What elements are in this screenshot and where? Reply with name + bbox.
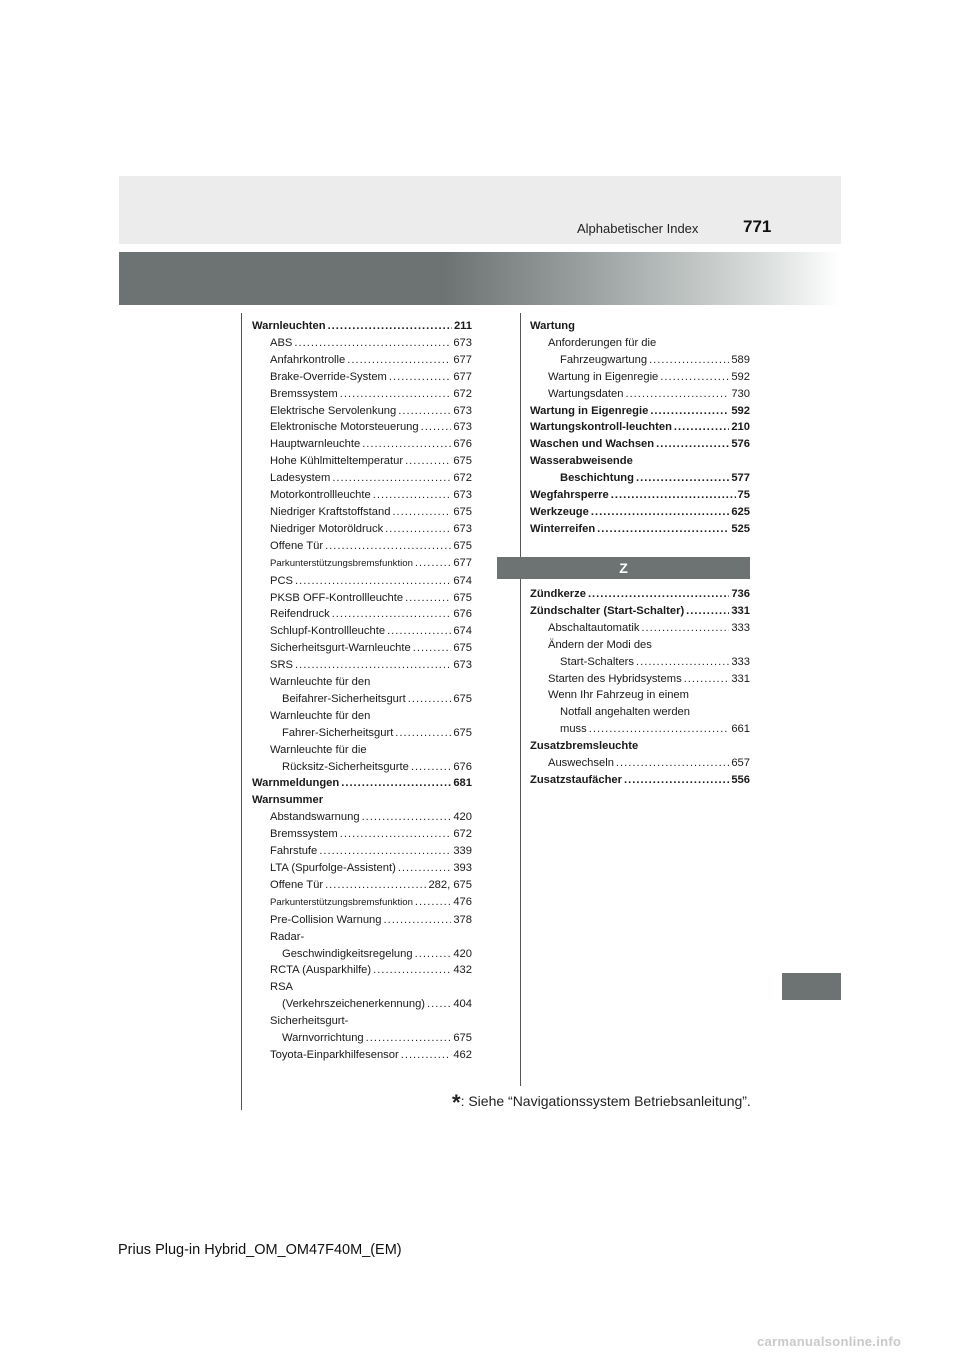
index-term: Wartung in Eigenregie — [530, 404, 649, 417]
index-entry — [252, 742, 472, 759]
dot-leader — [649, 352, 729, 369]
index-page-ref[interactable]: 393 — [453, 862, 472, 874]
index-column-left — [252, 318, 472, 1064]
index-term: Auswechseln — [548, 757, 614, 770]
index-entry — [530, 603, 750, 620]
index-term: Warnvorrichtung — [282, 1032, 364, 1045]
dot-leader — [597, 521, 729, 538]
index-page-ref[interactable]: 681 — [453, 777, 472, 790]
dot-leader — [415, 946, 452, 963]
index-page-ref[interactable]: 736 — [731, 588, 750, 600]
index-page-ref[interactable]: 673 — [453, 522, 472, 535]
dot-leader — [385, 521, 451, 538]
index-term: Warnleuchte für den — [270, 709, 371, 722]
index-page-ref[interactable]: 675 — [453, 692, 472, 705]
index-entry — [252, 894, 472, 912]
index-term: Waschen und Wachsen — [530, 438, 655, 451]
index-entry — [252, 725, 472, 742]
index-entry — [252, 590, 472, 607]
index-entry — [530, 654, 750, 671]
index-term: Wasserabweisende — [530, 455, 633, 468]
footnote-marker: * — [452, 1090, 461, 1115]
index-term: Zündkerze — [530, 588, 586, 600]
dot-leader — [340, 386, 452, 403]
index-page-ref[interactable]: 476 — [453, 895, 472, 908]
index-page-ref[interactable]: 675 — [453, 1032, 472, 1045]
index-entry — [530, 687, 750, 704]
index-term: Abschaltautomatik — [548, 621, 640, 634]
dot-leader — [656, 436, 729, 453]
index-entry — [252, 691, 472, 708]
index-page-ref[interactable]: 339 — [453, 845, 472, 858]
index-entry — [530, 637, 750, 654]
index-term: Wartungsdaten — [548, 387, 624, 400]
index-entry — [252, 352, 472, 369]
index-entry — [252, 912, 472, 929]
index-page-ref[interactable]: 333 — [731, 621, 750, 634]
index-page-ref[interactable]: 333 — [731, 655, 750, 668]
dot-leader — [641, 620, 729, 637]
index-term: Beschichtung — [560, 472, 634, 485]
index-page-ref[interactable]: 211 — [453, 320, 472, 332]
index-entry — [252, 419, 472, 436]
index-page-ref[interactable]: 378 — [453, 913, 472, 926]
dot-leader — [625, 386, 729, 403]
dot-leader — [413, 640, 452, 657]
index-term: Sicherheitsgurt-Warnleuchte — [270, 642, 411, 655]
index-entry — [252, 657, 472, 674]
index-page-ref[interactable]: 432 — [453, 964, 472, 977]
index-term: RCTA (Ausparkhilfe) — [270, 964, 372, 977]
index-page-ref[interactable]: 462 — [453, 1048, 472, 1061]
index-term: Wartungskontroll-leuchten — [530, 421, 672, 434]
index-entry — [530, 419, 750, 436]
index-term: Parkunterstützungsbremsfunktion — [270, 557, 413, 569]
index-page-ref[interactable]: 420 — [453, 947, 472, 960]
dot-leader — [387, 623, 451, 640]
index-entry — [252, 369, 472, 386]
right-column-rule — [520, 313, 521, 1086]
dot-leader — [332, 470, 451, 487]
index-entry — [252, 979, 472, 996]
index-entry — [530, 352, 750, 369]
index-term: Zusatzstaufächer — [530, 773, 623, 786]
index-page-ref[interactable]: 576 — [731, 438, 750, 451]
index-entry — [252, 573, 472, 590]
dot-leader — [328, 318, 452, 335]
index-term: Niedriger Motoröldruck — [270, 522, 384, 535]
index-page-ref[interactable]: 592 — [731, 404, 750, 417]
dot-leader — [686, 603, 729, 620]
index-term: Schlupf-Kontrollleuchte — [270, 625, 386, 638]
index-term: Wegfahrsperre — [530, 489, 609, 502]
index-entry — [252, 606, 472, 623]
dot-leader — [295, 657, 451, 674]
footnote — [452, 1090, 751, 1116]
index-entry — [252, 403, 472, 420]
index-entry — [252, 538, 472, 555]
index-entry — [530, 436, 750, 453]
index-term: LTA (Spurfolge-Assistent) — [270, 862, 396, 874]
index-term: Warnleuchten — [252, 320, 326, 332]
dot-leader — [415, 555, 451, 572]
dot-leader — [408, 691, 452, 708]
index-entry — [530, 386, 750, 403]
dot-leader — [660, 369, 729, 386]
dot-leader — [347, 352, 451, 369]
dot-leader — [411, 759, 451, 776]
index-page-ref[interactable]: 661 — [731, 723, 750, 736]
index-column-right-w — [530, 318, 750, 538]
dot-leader — [588, 586, 729, 603]
index-page-ref[interactable]: 676 — [453, 760, 472, 773]
index-page-ref[interactable]: 673 — [453, 336, 472, 349]
index-entry — [252, 318, 472, 335]
index-entry — [252, 860, 472, 877]
index-term: Elektrische Servolenkung — [270, 404, 397, 417]
index-page-ref[interactable]: 672 — [453, 828, 472, 841]
section-title: Alphabetischer Index — [577, 221, 699, 236]
index-term: PCS — [270, 574, 294, 587]
index-entry — [252, 826, 472, 843]
index-page-ref[interactable]: 677 — [453, 370, 472, 383]
dot-leader — [674, 419, 729, 436]
index-entry — [530, 504, 750, 521]
index-entry — [530, 335, 750, 352]
index-page-ref[interactable]: 556 — [731, 773, 750, 786]
index-term: Anforderungen für die — [548, 336, 657, 349]
index-entry — [530, 704, 750, 721]
index-entry — [252, 674, 472, 691]
index-entry — [252, 1047, 472, 1064]
footnote-text: : Siehe “Navigationssystem Betriebsanleitung”. — [460, 1093, 751, 1109]
index-term: Hauptwarnleuchte — [270, 438, 361, 451]
index-page-ref[interactable]: 331 — [731, 604, 750, 617]
dot-leader — [405, 590, 451, 607]
index-entry — [252, 436, 472, 453]
index-term: SRS — [270, 659, 294, 672]
index-term: RSA — [270, 981, 294, 994]
dot-leader — [389, 369, 451, 386]
index-entry — [530, 586, 750, 603]
index-term: Toyota-Einparkhilfesensor — [270, 1048, 399, 1061]
index-term: Winterreifen — [530, 522, 596, 535]
decorative-gradient-bar — [119, 252, 841, 305]
index-term: Geschwindigkeitsregelung — [282, 947, 413, 960]
index-page-ref[interactable]: 210 — [731, 421, 750, 434]
dot-leader — [362, 809, 452, 826]
index-term: Start-Schalters — [560, 655, 634, 668]
index-term: Beifahrer-Sicherheitsgurt — [282, 692, 406, 705]
index-term: Parkunterstützungsbremsfunktion — [270, 896, 413, 908]
index-page-ref[interactable]: 589 — [731, 353, 750, 366]
index-column-right-z — [530, 586, 750, 789]
index-term: Warnsummer — [252, 794, 324, 807]
index-entry — [530, 620, 750, 637]
index-entry — [252, 335, 472, 352]
index-entry — [530, 369, 750, 386]
index-term: Starten des Hybridsystems — [548, 672, 682, 685]
index-entry — [530, 755, 750, 772]
index-term: Zusatzbremsleuchte — [530, 740, 639, 753]
index-term: Wartung in Eigenregie — [548, 370, 659, 383]
index-page-ref[interactable]: 282, 675 — [428, 878, 472, 891]
chapter-tab-marker — [782, 973, 841, 1000]
index-term: Radar- — [270, 930, 305, 943]
index-entry — [530, 521, 750, 538]
dot-leader — [415, 894, 451, 911]
left-column-rule — [241, 313, 242, 1110]
index-term: Offene Tür — [270, 539, 324, 552]
index-term: Ladesystem — [270, 472, 331, 485]
index-term: Hohe Kühlmitteltemperatur — [270, 455, 404, 468]
section-letter-z: Z — [497, 557, 750, 579]
index-page-ref[interactable]: 676 — [453, 438, 472, 451]
dot-leader — [591, 504, 729, 521]
index-page-ref[interactable]: 75 — [737, 489, 750, 502]
dot-leader — [398, 403, 451, 420]
index-term: Abstandswarnung — [270, 811, 360, 824]
index-entry — [530, 470, 750, 487]
index-entry — [530, 772, 750, 789]
index-entry — [252, 453, 472, 470]
index-page-ref[interactable]: 672 — [453, 472, 472, 485]
index-term: Rücksitz-Sicherheitsgurte — [282, 760, 409, 773]
index-page-ref[interactable]: 592 — [731, 370, 750, 383]
index-page-ref[interactable]: 420 — [453, 811, 472, 824]
dot-leader — [366, 1030, 452, 1047]
index-page-ref[interactable]: 525 — [731, 522, 750, 535]
index-term: PKSB OFF-Kontrollleuchte — [270, 591, 404, 604]
dot-leader — [362, 436, 451, 453]
index-page-ref[interactable]: 673 — [453, 659, 472, 672]
dot-leader — [325, 538, 451, 555]
index-term: Reifendruck — [270, 608, 330, 621]
dot-leader — [421, 419, 452, 436]
index-entry — [252, 792, 472, 809]
index-entry — [252, 1013, 472, 1030]
dot-leader — [294, 335, 451, 352]
dot-leader — [405, 453, 451, 470]
index-term: muss — [560, 723, 587, 736]
index-term: Pre-Collision Warnung — [270, 913, 382, 926]
index-term: Motorkontrollleuchte — [270, 489, 371, 502]
index-term: Anfahrkontrolle — [270, 353, 346, 366]
index-entry — [252, 708, 472, 725]
index-page-ref[interactable]: 673 — [453, 421, 472, 434]
index-entry — [252, 809, 472, 826]
index-page-ref[interactable]: 677 — [453, 353, 472, 366]
dot-leader — [341, 775, 451, 792]
index-term: Niedriger Kraftstoffstand — [270, 505, 391, 518]
index-page-ref[interactable]: 673 — [453, 489, 472, 502]
index-term: Wartung — [530, 320, 575, 332]
index-term: Warnmeldungen — [252, 777, 340, 790]
index-page-ref[interactable]: 730 — [731, 387, 750, 400]
index-page-ref[interactable]: 331 — [731, 672, 750, 685]
index-entry — [252, 386, 472, 403]
index-term: Sicherheitsgurt- — [270, 1015, 349, 1028]
dot-leader — [373, 487, 452, 504]
index-page-ref[interactable]: 676 — [453, 608, 472, 621]
index-term: Bremssystem — [270, 828, 338, 841]
index-entry — [252, 504, 472, 521]
index-page-ref[interactable]: 675 — [453, 505, 472, 518]
index-page-ref[interactable]: 677 — [453, 556, 472, 569]
index-entry — [530, 487, 750, 504]
dot-leader — [398, 860, 452, 877]
index-page-ref[interactable]: 404 — [453, 998, 472, 1011]
index-term: Elektronische Motorsteuerung — [270, 421, 419, 434]
index-entry — [252, 962, 472, 979]
index-entry — [252, 759, 472, 776]
dot-leader — [636, 654, 729, 671]
index-entry — [530, 403, 750, 420]
index-entry — [252, 946, 472, 963]
index-entry — [252, 623, 472, 640]
index-page-ref[interactable]: 674 — [453, 574, 472, 587]
index-page-ref[interactable]: 675 — [453, 726, 472, 739]
index-entry — [252, 470, 472, 487]
index-page-ref[interactable]: 673 — [453, 404, 472, 417]
index-term: Brake-Override-System — [270, 370, 387, 383]
index-entry — [252, 555, 472, 573]
index-term: Fahrzeugwartung — [560, 353, 648, 366]
watermark: carmanualsonline.info — [757, 1334, 902, 1349]
dot-leader — [611, 487, 736, 504]
index-entry — [530, 453, 750, 470]
dot-leader — [332, 606, 452, 623]
index-term: Wenn Ihr Fahrzeug in einem — [548, 689, 689, 702]
index-page-ref[interactable]: 675 — [453, 591, 472, 604]
index-entry — [530, 721, 750, 738]
index-entry — [252, 487, 472, 504]
index-term: Warnleuchte für die — [270, 743, 367, 756]
index-entry — [530, 738, 750, 755]
index-term: (Verkehrszeichenerkennung) — [282, 998, 426, 1011]
dot-leader — [427, 996, 451, 1013]
index-entry — [252, 640, 472, 657]
index-term: Notfall angehalten werden — [560, 706, 690, 719]
dot-leader — [325, 877, 426, 894]
index-page-ref[interactable]: 675 — [453, 642, 472, 655]
index-entry — [252, 996, 472, 1013]
footer-model-code: Prius Plug-in Hybrid_OM_OM47F40M_(EM) — [118, 1242, 402, 1258]
index-page-ref[interactable]: 625 — [731, 505, 750, 518]
dot-leader — [624, 772, 729, 789]
index-term: Fahrstufe — [270, 845, 318, 858]
index-entry — [252, 1030, 472, 1047]
index-term: Ändern der Modi des — [548, 638, 652, 651]
index-term: Fahrer-Sicherheitsgurt — [282, 726, 394, 739]
index-entry — [530, 318, 750, 335]
dot-leader — [392, 504, 451, 521]
dot-leader — [636, 470, 729, 487]
dot-leader — [395, 725, 451, 742]
index-term: Offene Tür — [270, 878, 324, 891]
index-term: ABS — [270, 336, 293, 349]
index-entry — [252, 877, 472, 894]
index-page-ref[interactable]: 674 — [453, 625, 472, 638]
dot-leader — [589, 721, 730, 738]
index-entry — [530, 671, 750, 688]
header-band — [119, 176, 841, 244]
index-term: Zündschalter (Start-Schalter) — [530, 604, 685, 617]
dot-leader — [616, 755, 729, 772]
index-term: Warnleuchte für den — [270, 676, 371, 689]
index-entry — [252, 775, 472, 792]
dot-leader — [684, 671, 730, 688]
dot-leader — [340, 826, 452, 843]
index-page-ref[interactable]: 675 — [453, 455, 472, 468]
index-entry — [252, 843, 472, 860]
index-page-ref[interactable]: 675 — [453, 539, 472, 552]
index-page-ref[interactable]: 672 — [453, 387, 472, 400]
index-term: Werkzeuge — [530, 505, 589, 518]
page-number: 771 — [743, 217, 772, 236]
dot-leader — [373, 962, 451, 979]
index-entry — [252, 521, 472, 538]
index-page-ref[interactable]: 577 — [731, 472, 750, 485]
index-page-ref[interactable]: 657 — [731, 757, 750, 770]
index-term: Bremssystem — [270, 387, 338, 400]
dot-leader — [295, 573, 451, 590]
dot-leader — [650, 403, 729, 420]
index-entry — [252, 929, 472, 946]
dot-leader — [319, 843, 451, 860]
dot-leader — [401, 1047, 452, 1064]
dot-leader — [384, 912, 452, 929]
